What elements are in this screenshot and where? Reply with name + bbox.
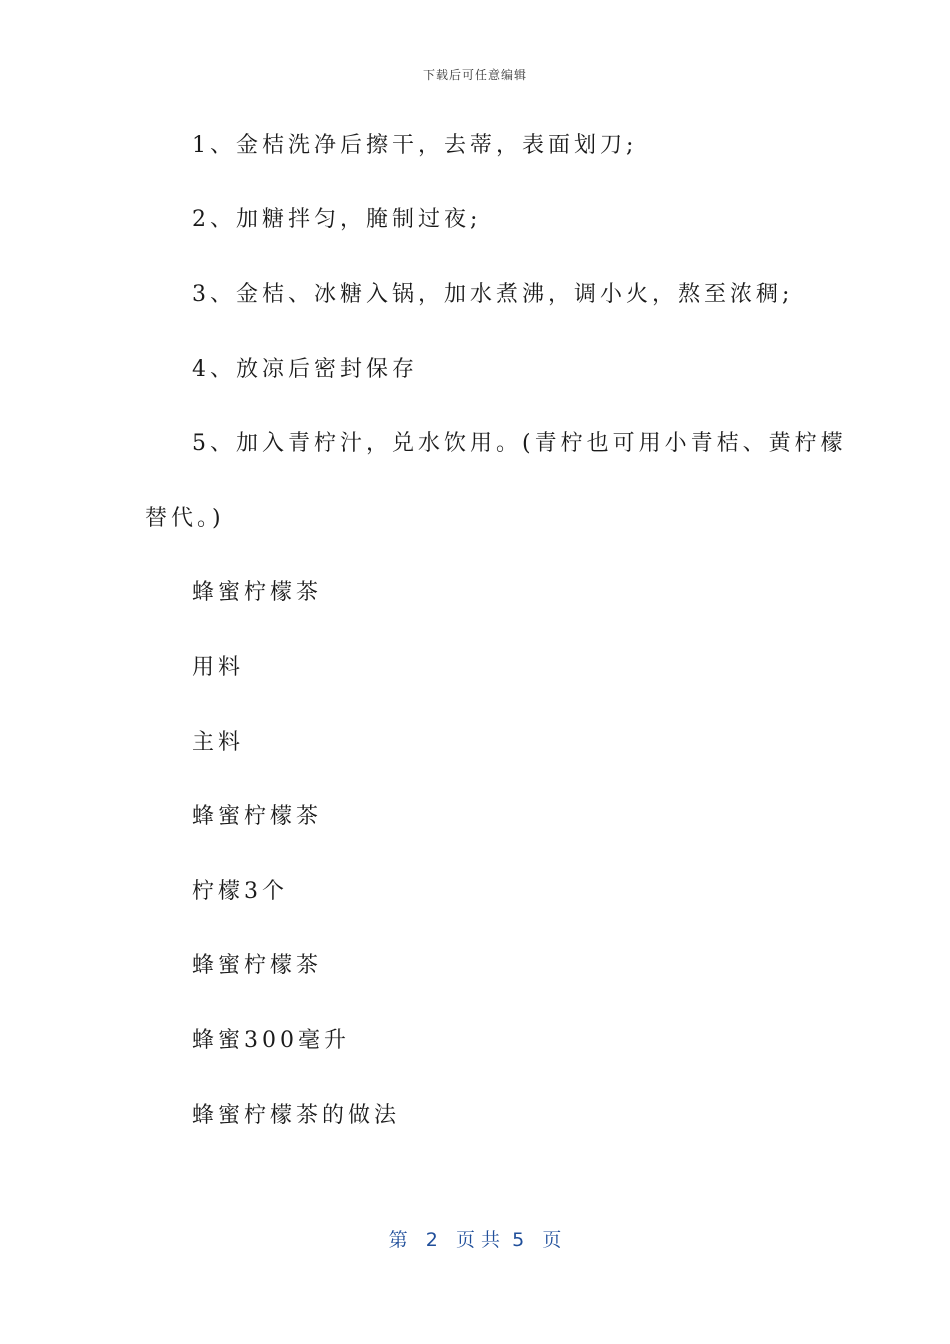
page-footer bbox=[0, 1225, 950, 1252]
ingredient-label: 蜂蜜柠檬茶 bbox=[192, 804, 323, 829]
ingredient-label: 蜂蜜柠檬茶 bbox=[192, 953, 323, 978]
footer-suffix: 页 bbox=[542, 1229, 562, 1251]
step-1: 1、金桔洗净后擦干，去蒂，表面划刀; bbox=[192, 133, 638, 158]
step-5: 5、加入青柠汁，兑水饮用。(青柠也可用小青桔、黄柠檬 bbox=[192, 431, 847, 456]
main-ingredients-heading: 主料 bbox=[192, 730, 245, 755]
step-3: 3、金桔、冰糖入锅，加水煮沸，调小火，熬至浓稠; bbox=[192, 282, 794, 307]
ingredient-lemon: 柠檬3个 bbox=[192, 879, 288, 904]
ingredients-heading: 用料 bbox=[192, 655, 245, 680]
footer-middle: 页 共 bbox=[455, 1229, 501, 1251]
step-2: 2、加糖拌匀，腌制过夜; bbox=[192, 207, 482, 232]
footer-prefix: 第 bbox=[388, 1229, 408, 1251]
page-header: 下载后可任意编辑 bbox=[422, 68, 527, 82]
ingredient-honey: 蜂蜜300毫升 bbox=[192, 1028, 350, 1053]
footer-total-pages: 5 bbox=[512, 1229, 525, 1251]
method-heading: 蜂蜜柠檬茶的做法 bbox=[192, 1103, 401, 1128]
step-4: 4、放凉后密封保存 bbox=[192, 357, 418, 382]
footer-page-number: 2 bbox=[425, 1229, 438, 1251]
recipe-title: 蜂蜜柠檬茶 bbox=[192, 580, 323, 605]
step-5-continued: 替代。) bbox=[145, 506, 225, 531]
